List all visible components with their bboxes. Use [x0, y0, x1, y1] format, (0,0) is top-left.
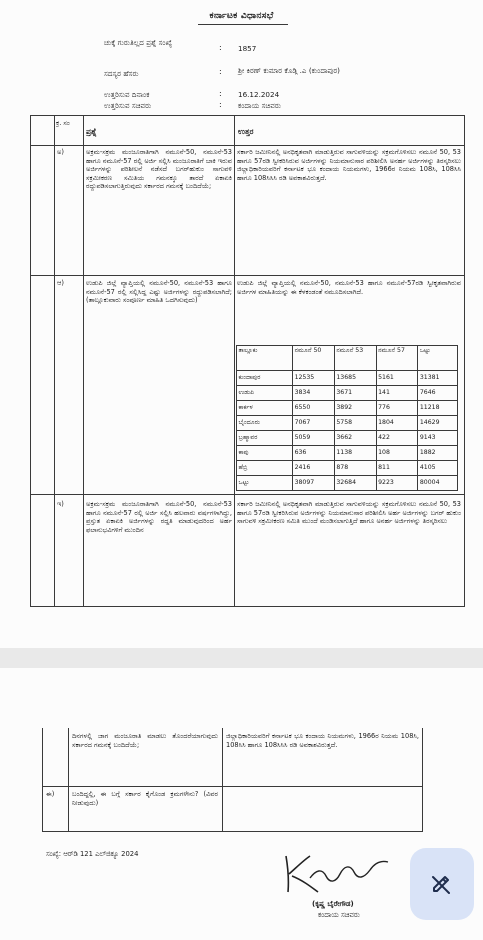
table-cell: 5758: [334, 416, 376, 431]
meta-colon: :: [219, 100, 222, 109]
edit-button[interactable]: [410, 848, 474, 920]
table-cell: 108: [376, 446, 418, 461]
table-row-total: [237, 476, 458, 491]
header-sno: ಕ್ರ. ಸಂ: [56, 119, 70, 127]
meta-value-answer-date: 16.12.2024: [238, 90, 280, 99]
meta-label-question-no: ಚುಕ್ಕೆ ಗುರುತಿಲ್ಲದ ಪ್ರಶ್ನೆ ಸಂಖ್ಯೆ: [104, 38, 173, 47]
table-cell: 3662: [334, 431, 376, 446]
taluk-name: ಬೈಂದೂರು: [237, 416, 293, 431]
table-cell: 38097: [293, 476, 335, 491]
row-e-sno: ಈ): [46, 790, 55, 798]
table-cell: 141: [376, 386, 418, 401]
table-cell: 1882: [418, 446, 458, 461]
meta-label-minister: ಉತ್ತರಿಸುವ ಸಚಿವರು: [104, 101, 152, 110]
table-cell: 811: [376, 461, 418, 476]
row-b-answer: ಉಡುಪಿ ಜಿಲ್ಲೆ ವ್ಯಾಪ್ತಿಯಲ್ಲಿ ನಮೂನೆ-50, ನಮೂನೆ-53 ಹಾಗೂ ನಮೂನೆ-57ರಡಿ ಸ್ವೀಕೃತವಾಗಿರುವ ಅರ್ಜಿಗಳ ಮಾಹಿತಿಯನ್ನು ಈ ಕೆಳಕಂಡಂತೆ ನಮೂದಿಸಲಾಗಿದೆ.: [237, 279, 461, 296]
taluk-header-cell: ನಮೂನೆ 50: [293, 346, 335, 371]
minister-signature: [280, 848, 400, 898]
taluk-name: ಕಾಪು: [237, 446, 293, 461]
table-cell: 776: [376, 401, 418, 416]
taluk-name: ಕುಂದಾಪುರ: [237, 371, 293, 386]
table-cell: 3834: [293, 386, 335, 401]
table-cell: 6550: [293, 401, 335, 416]
table-cell: 31381: [418, 371, 458, 386]
meta-colon: :: [219, 43, 222, 52]
edit-pen-icon: [429, 871, 455, 897]
meta-label-member: ಸದಸ್ಯರ ಹೆಸರು: [104, 69, 139, 78]
header-answer: ಉತ್ತರ: [238, 128, 254, 136]
table-cell: 12535: [293, 371, 335, 386]
row-c-question: ಅಕ್ರಮ-ಸಕ್ರಮ ಮಂಜೂರಾತಿಗಾಗಿ ನಮೂನೆ-50, ನಮೂನೆ-53 ಹಾಗೂ ನಮೂನೆ-57 ರಲ್ಲಿ ಅರ್ಜಿ ಸಲ್ಲಿಸಿ ಹಲವಾರು ವರ್ಷಗಳಾಗಿದ್ದು, ಪ್ರಸ್ತುತ ಏಕಾಏಕಿ ಅರ್ಜಿಗಳನ್ನು ರದ್ದತಿ ಮಾಡುವುದರಿಂದ ಅರ್ಹ ಫಲಾನುಭವಿಗಳಿಗೆ ಮುಂದಿನ: [86, 500, 232, 534]
page-title: ಕರ್ನಾಟಕ ವಿಧಾನಸಭೆ: [209, 11, 274, 21]
taluk-name: ಒಟ್ಟು: [237, 476, 293, 491]
table-cell: 11218: [418, 401, 458, 416]
table-cell: 4105: [418, 461, 458, 476]
table-cell: 9223: [376, 476, 418, 491]
table-cell: 1804: [376, 416, 418, 431]
row-a-answer: ಸರ್ಕಾರಿ ಜಮೀನಿನಲ್ಲಿ ಅನಧಿಕೃತವಾಗಿ ಮಾಡುತ್ತಿರುವ ಸಾಗುವಳಿಯನ್ನು ಸಕ್ರಮಗೊಳಿಸಲು ನಮೂನೆ 50, 53 ಹಾಗೂ 57ರಡಿ ಸ್ವೀಕರಿಸಿರುವ ಅರ್ಜಿಗಳನ್ನು ನಿಯಮಾನುಸಾರ ಪರಿಶೀಲಿಸಿ ಅನರ್ಹ ಅರ್ಜಿಗಳನ್ನು ತಿರಸ್ಕರಿಸಲು ಜಿಲ್ಲಾಧಿಕಾರಿಯವರಿಗೆ ಕರ್ನಾಟಕ ಭೂ ಕಂದಾಯ ನಿಯಮಗಳು, 1966ರ ನಿಯಮ 108ಸಿ, 108ಸಿಸಿ ಹಾಗೂ 108ಸಿಸಿಸಿ ರಡಿ ಅವಕಾಶವಿರುತ್ತದೆ.: [237, 148, 461, 182]
taluk-name: ಹೆಬ್ರಿ: [237, 461, 293, 476]
signatory-title: ಕಂದಾಯ ಸಚಿವರು: [318, 911, 360, 919]
signatory-name: (ಕೃಷ್ಣ ಬೈರೇಗೌಡ): [312, 900, 354, 908]
taluk-table-header: [237, 346, 458, 371]
meta-label-answer-date: ಉತ್ತರಿಸುವ ದಿನಾಂಕ: [104, 90, 150, 99]
title-underline: [198, 24, 288, 25]
table-row: [237, 446, 458, 461]
meta-value-question-no: 1857: [238, 44, 257, 53]
row-c-answer: ಸರ್ಕಾರಿ ಜಮೀನಿನಲ್ಲಿ ಅನಧಿಕೃತವಾಗಿ ಮಾಡುತ್ತಿರುವ ಸಾಗುವಳಿಯನ್ನು ಸಕ್ರಮಗೊಳಿಸಲು ನಮೂನೆ 50, 53 ಹಾಗೂ 57ರಡಿ ಸ್ವೀಕರಿಸಿರುವ ಅರ್ಜಿಗಳನ್ನು ನಿಯಮಾನುಸಾರ ಪರಿಶೀಲಿಸಿ ಅರ್ಹ ಅರ್ಜಿಗಳನ್ನು ಬಗರ್ ಹುಕುಂ ಸಾಗುವಳಿ ಸಕ್ರಮೀಕರಣ ಸಮಿತಿ ಮುಂದೆ ಮಂಡಿಸಲಾಗುತ್ತಿದೆ ಹಾಗೂ ಅನರ್ಹ ಅರ್ಜಿಗಳನ್ನು ತಿರಸ್ಕರಿಸಲು: [237, 500, 461, 526]
table-cell: 3671: [334, 386, 376, 401]
cont-answer: ಜಿಲ್ಲಾಧಿಕಾರಿಯವರಿಗೆ ಕರ್ನಾಟಕ ಭೂ ಕಂದಾಯ ನಿಯಮಗಳು, 1966ರ ನಿಯಮ 108ಸಿ, 108ಸಿಸಿ ಹಾಗೂ 108ಸಿಸಿಸಿ ರಡಿ ಅವಕಾಶವಿರುತ್ತದೆ.: [226, 732, 419, 749]
row-b-sno: ಆ): [57, 279, 64, 287]
table-cell: 2416: [293, 461, 335, 476]
table-row: [237, 416, 458, 431]
taluk-header-cell: ತಾಲ್ಲೂಕು: [237, 346, 293, 371]
table-row: [237, 431, 458, 446]
table-cell: 9143: [418, 431, 458, 446]
meta-value-member: ಶ್ರೀ ಕಿರಣ್ ಕುಮಾರ ಕೊಡ್ಗಿ .ಎ (ಕುಂದಾಪುರ): [238, 66, 340, 75]
table-cell: 878: [334, 461, 376, 476]
row-a-question: ಅಕ್ರಮ-ಸಕ್ರಮ ಮಂಜೂರಾತಿಗಾಗಿ ನಮೂನೆ-50, ನಮೂನೆ-53 ಹಾಗೂ ನಮೂನೆ-57 ರಲ್ಲಿ ಅರ್ಜಿ ಸಲ್ಲಿಸಿ ಮಂಜೂರಾತಿಗೆ ಬಾಕಿ ಇರುವ ಅರ್ಜಿಗಳನ್ನು ಪರಿಶೀಲನೆ ನಡೆಸದೆ ಬಗರ್‌ಹುಕುಂ ಸಾಗುವಳಿ ಸಕ್ರಮೀಕರಣ ಸಮಿತಿಯ ಗಮನಕ್ಕೂ ತಾರದೆ ಏಕಾಏಕಿ ರದ್ದುಪಡಿಸಲಾಗುತ್ತಿರುವುದು ಸರ್ಕಾರದ ಗಮನಕ್ಕೆ ಬಂದಿದೆಯೆ;: [86, 148, 232, 191]
reference-number: ಸಂಖ್ಯೆ: ಆರ್‌ಡಿ 121 ಎಲ್‌ಜಿಕ್ಯೂ 2024: [46, 850, 139, 858]
taluk-table: [236, 345, 458, 491]
meta-value-minister: ಕಂದಾಯ ಸಚಿವರು: [238, 101, 281, 110]
row-c-sno: ಇ): [57, 500, 64, 508]
table-cell: 1138: [334, 446, 376, 461]
taluk-header-cell: ಒಟ್ಟು: [418, 346, 458, 371]
cont-question: ದಿನಗಳಲ್ಲಿ ಜಾಗ ಮಂಜೂರಾತಿ ಮಾಡಲು ತೊಂದರೆಯಾಗುವುದು ಸರ್ಕಾರದ ಗಮನಕ್ಕೆ ಬಂದಿದೆಯೆ;: [72, 732, 218, 749]
taluk-header-cell: ನಮೂನೆ 53: [334, 346, 376, 371]
table-row: [237, 386, 458, 401]
table-cell: 7646: [418, 386, 458, 401]
header-question: ಪ್ರಶ್ನೆ: [86, 128, 97, 136]
table-row: [237, 401, 458, 416]
table-cell: 7067: [293, 416, 335, 431]
taluk-name: ಉಡುಪಿ: [237, 386, 293, 401]
row-b-question: ಉಡುಪಿ ಜಿಲ್ಲೆ ವ್ಯಾಪ್ತಿಯಲ್ಲಿ ನಮೂನೆ-50, ನಮೂನೆ-53 ಹಾಗೂ ನಮೂನೆ-57 ರಲ್ಲಿ ಸಲ್ಲಿಸಿದ್ದ ಎಷ್ಟು ಅರ್ಜಿಗಳನ್ನು ರದ್ದುಪಡಿಸಲಾಗಿದೆ; (ತಾಲ್ಲೂಕುವಾರು ಸಂಪೂರ್ಣ ಮಾಹಿತಿ ಒದಗಿಸುವುದು): [86, 279, 232, 305]
meta-colon: :: [219, 67, 222, 76]
table-row: [237, 371, 458, 386]
row-e-question: ಬಂದಿದ್ದಲ್ಲಿ, ಈ ಬಗ್ಗೆ ಸರ್ಕಾರ ಕೈಗೊಂಡ ಕ್ರಮಗಳೇನು? (ವಿವರ ನೀಡುವುದು): [72, 790, 218, 807]
taluk-name: ಬ್ರಹ್ಮಾವರ: [237, 431, 293, 446]
row-a-sno: ಅ): [57, 148, 64, 156]
table-cell: 5161: [376, 371, 418, 386]
taluk-header-cell: ನಮೂನೆ 57: [376, 346, 418, 371]
taluk-name: ಕಾರ್ಕಳ: [237, 401, 293, 416]
table-cell: 5059: [293, 431, 335, 446]
table-cell: 3892: [334, 401, 376, 416]
meta-colon: :: [219, 89, 222, 98]
table-row: [237, 461, 458, 476]
table-cell: 14629: [418, 416, 458, 431]
table-cell: 80004: [418, 476, 458, 491]
table-cell: 422: [376, 431, 418, 446]
table-cell: 636: [293, 446, 335, 461]
table-cell: 13685: [334, 371, 376, 386]
table-cell: 32684: [334, 476, 376, 491]
